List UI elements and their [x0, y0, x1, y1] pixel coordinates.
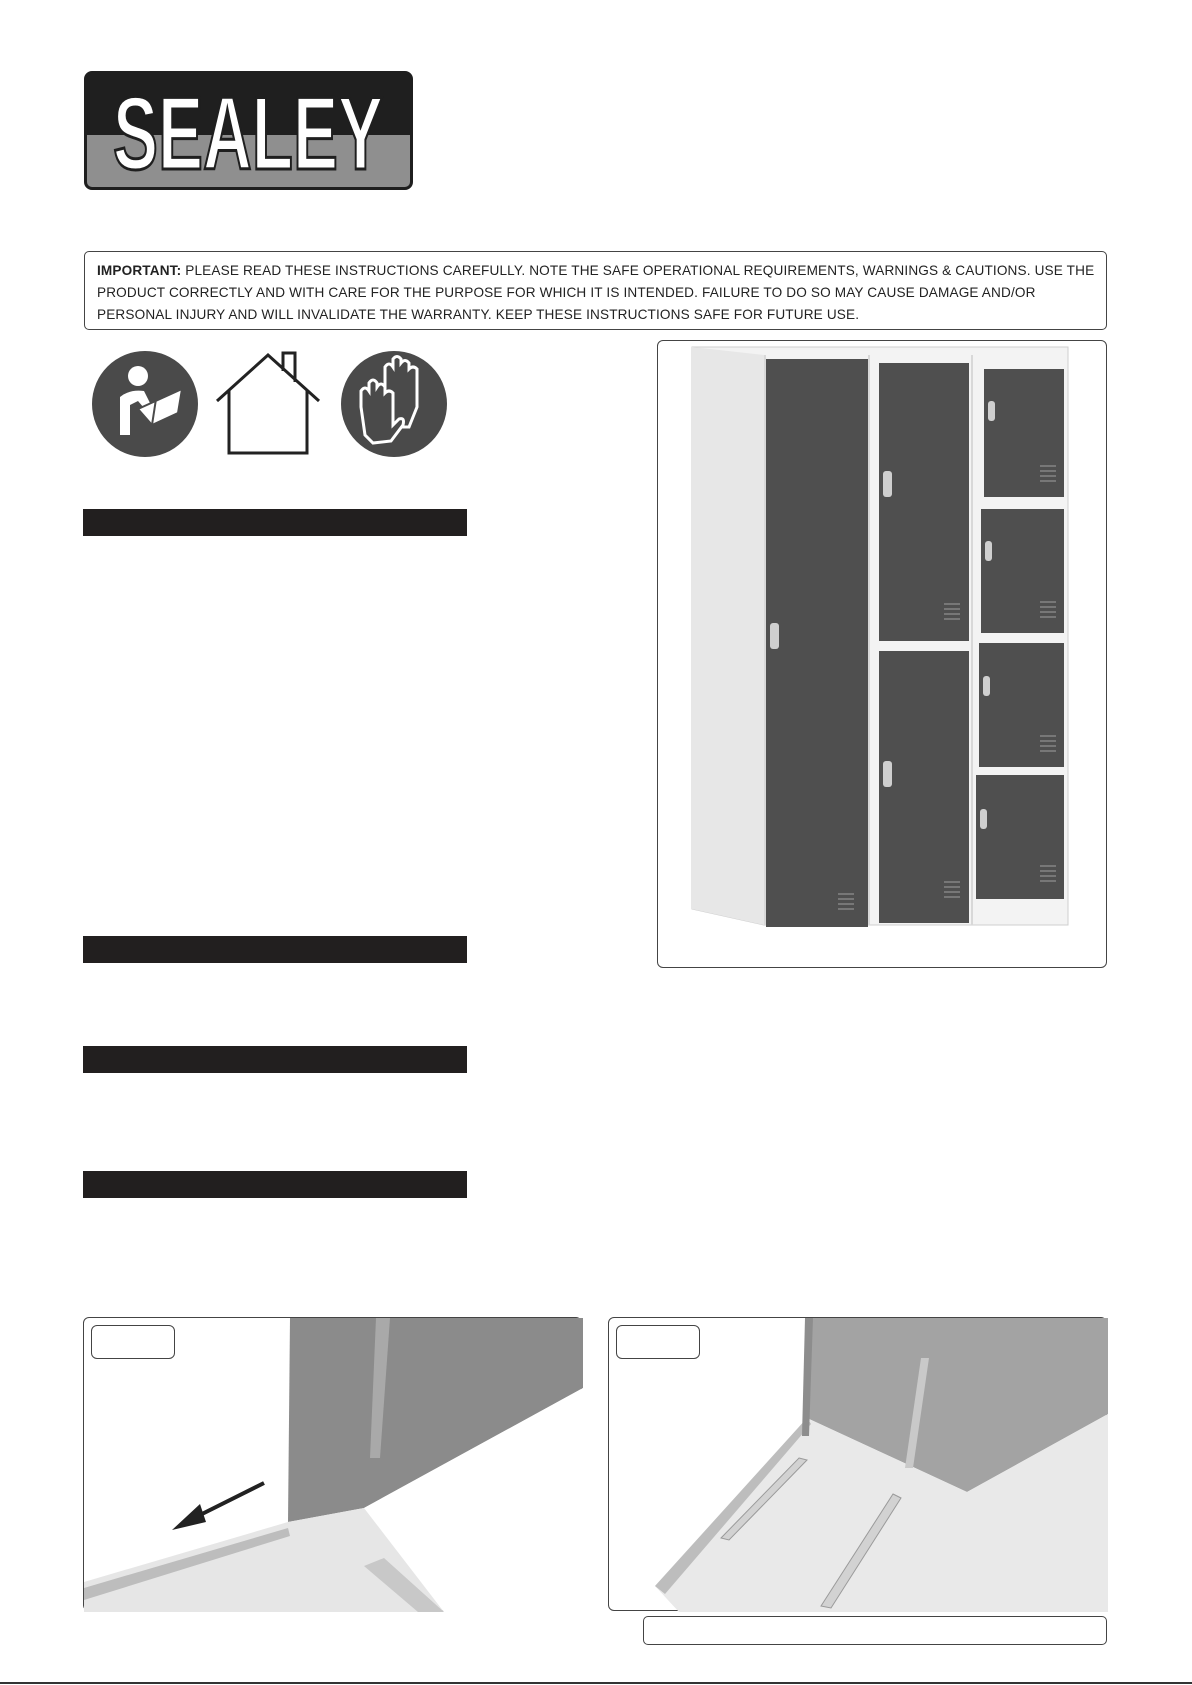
figure-label	[91, 1325, 175, 1359]
locker-door	[981, 509, 1064, 633]
locker-door	[979, 643, 1064, 767]
wear-gloves-icon	[339, 349, 449, 459]
section-header-bar	[83, 509, 467, 536]
locker-door	[766, 359, 868, 927]
assembly-figure-1	[83, 1317, 582, 1611]
figure-label	[616, 1325, 700, 1359]
locker-door	[879, 363, 969, 641]
notice-body: PLEASE READ THESE INSTRUCTIONS CAREFULLY. NOTE THE SAFE OPERATIONAL REQUIREMENTS, WARNINGS & CAUTIONS. USE THE PRODUCT CORRECTLY AND WITH CARE FOR THE PURPOSE FOR WHICH IT IS INTENDED. FAILURE TO DO SO MAY CAUSE DAMAGE AND/OR PERSONAL INJURY AND WILL INVALIDATE THE WARRANTY. KEEP THESE INSTRUCTIONS SAFE FOR FUTURE USE.	[97, 263, 1095, 322]
important-notice	[84, 251, 1107, 330]
footer-rule	[0, 1682, 1192, 1684]
caption-box	[643, 1616, 1107, 1645]
locker-door	[984, 369, 1064, 497]
logo-text: SEALEY	[113, 76, 383, 192]
notice-lead: IMPORTANT:	[97, 263, 182, 278]
product-image	[657, 340, 1107, 968]
sealey-logo	[84, 71, 413, 190]
section-header-bar	[83, 936, 467, 963]
section-header-bar	[83, 1171, 467, 1198]
assembly-figure-2	[608, 1317, 1107, 1611]
read-manual-icon	[90, 349, 200, 459]
indoor-use-icon	[213, 349, 323, 459]
section-header-bar	[83, 1046, 467, 1073]
